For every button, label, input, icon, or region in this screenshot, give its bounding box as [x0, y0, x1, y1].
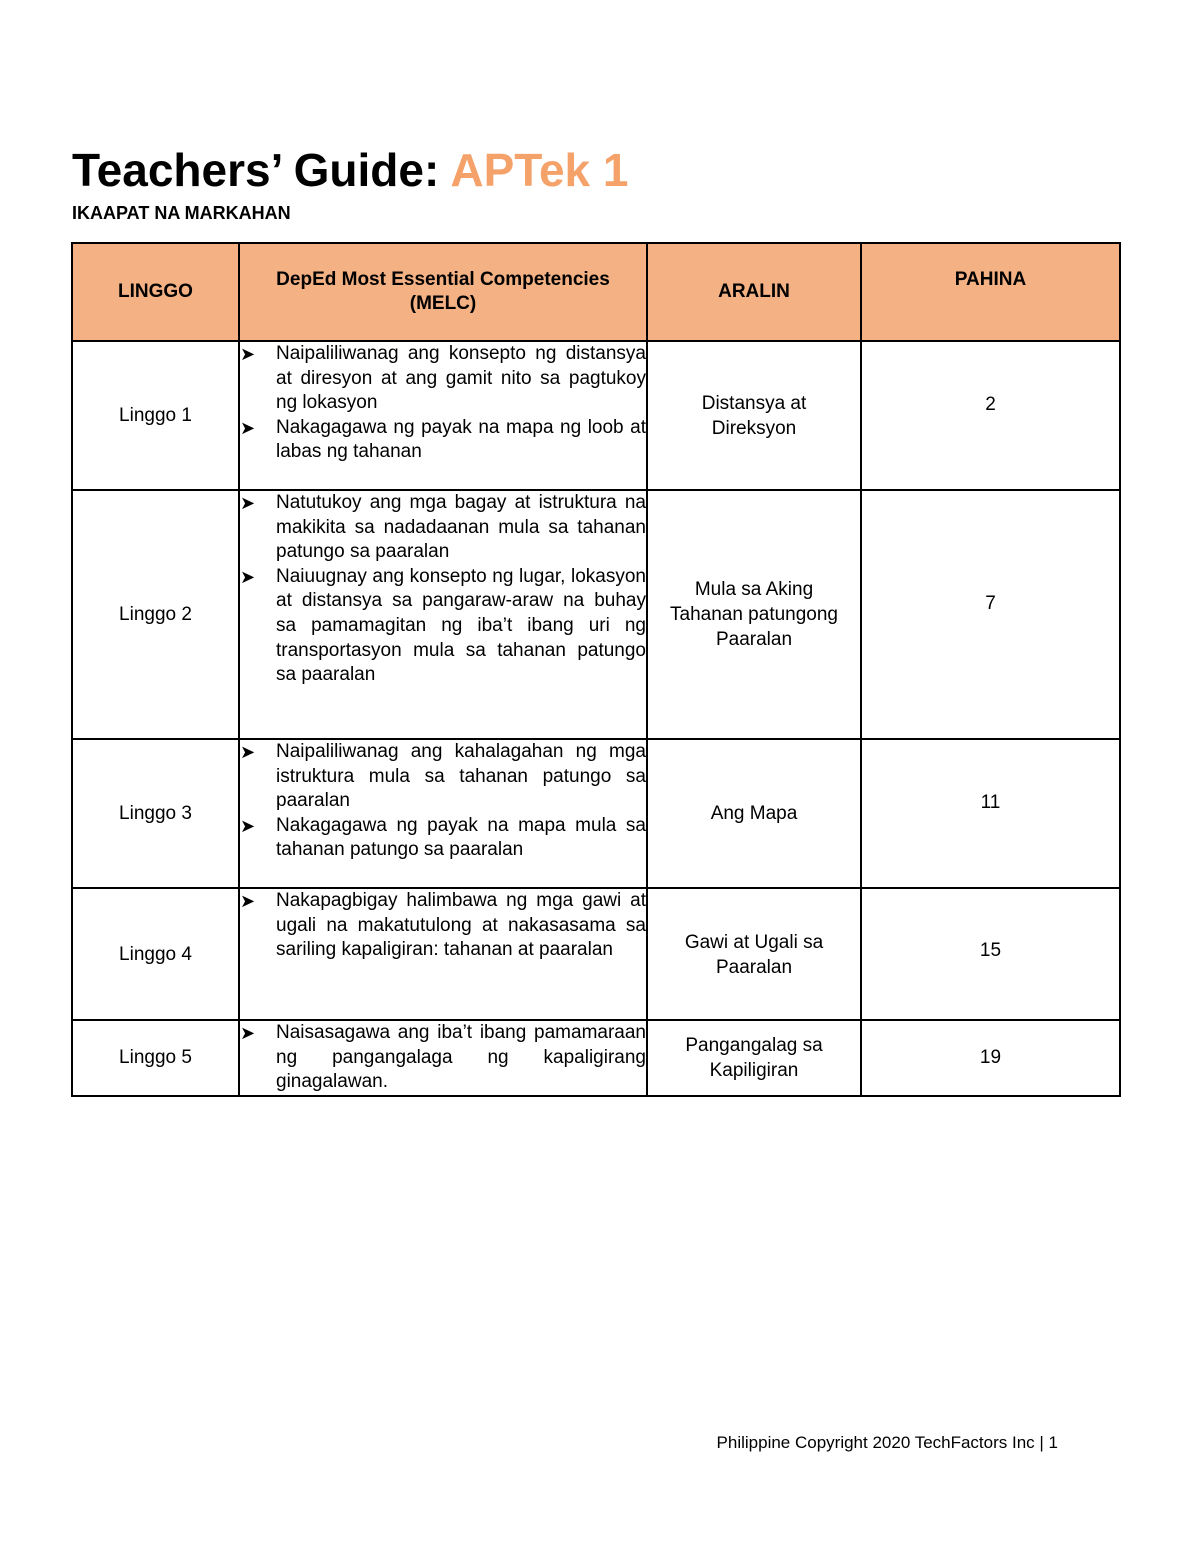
week-cell: Linggo 1 — [72, 341, 239, 490]
aralin-cell — [647, 490, 861, 739]
aralin-line: Paaralan — [715, 957, 793, 978]
list-item — [240, 491, 646, 565]
page-number: 7 — [985, 593, 996, 614]
page-number: 19 — [979, 1047, 1002, 1069]
arrowhead-bullet-icon: ➤ — [240, 417, 256, 438]
melc-text: Naisasagawa ang iba’t ibang pamamaraan ng pangangalaga ng kapaligirang ginagalawan. — [276, 1022, 646, 1093]
list-item — [240, 814, 646, 863]
list-item — [240, 416, 646, 465]
arrowhead-bullet-icon: ➤ — [240, 891, 256, 911]
table-header-row — [72, 243, 1120, 341]
header-melc-line1: DepEd Most Essential Competencies — [276, 269, 610, 290]
table-row — [72, 490, 1120, 739]
melc-list — [240, 491, 646, 688]
aralin-line: Tahanan patungong — [670, 604, 838, 625]
melc-list — [240, 740, 646, 863]
melc-list — [240, 889, 646, 963]
week-cell: Linggo 2 — [72, 490, 239, 739]
page-number: 11 — [980, 792, 1001, 813]
melc-cell — [239, 888, 647, 1020]
header-melc-line2: (MELC) — [409, 293, 477, 314]
arrowhead-bullet-icon: ➤ — [240, 566, 256, 587]
aralin-line: Direksyon — [711, 417, 797, 439]
melc-cell — [239, 341, 647, 490]
table-row — [72, 888, 1120, 1020]
page-cell — [861, 341, 1120, 490]
page-number: 15 — [979, 940, 1002, 961]
week-cell: Linggo 4 — [72, 888, 239, 1020]
table-row — [72, 1020, 1120, 1096]
aralin-line: Kapiligiran — [709, 1059, 799, 1081]
melc-text: Natutukoy ang mga bagay at istruktura na makikita sa nadadaanan mula sa tahanan patungo sa paaralan — [276, 492, 646, 563]
header-page: PAHINA — [861, 243, 1120, 341]
page-title — [72, 140, 628, 200]
melc-cell — [239, 739, 647, 888]
page-cell — [861, 490, 1120, 739]
melc-text: Naipaliliwanag ang kahalagahan ng mga istruktura mula sa tahanan patungo sa paaralan — [276, 741, 646, 812]
arrowhead-bullet-icon: ➤ — [240, 742, 256, 762]
aralin-line: Mula sa Aking — [694, 579, 814, 600]
melc-text: Naipaliliwanag ang konsepto ng distansya at diresyon at ang gamit nito sa pagtukoy ng lokasyon — [276, 343, 646, 414]
list-item — [240, 342, 646, 416]
copyright-footer: Philippine Copyright 2020 TechFactors Inc | 1 — [716, 1433, 1058, 1452]
aralin-cell — [647, 888, 861, 1020]
page-cell — [861, 1020, 1120, 1096]
melc-text: Naiuugnay ang konsepto ng lugar, lokasyon at distansya sa pangaraw-araw na buhay sa pamamagitan ng iba’t ibang uri ng transportasyon mula sa tahanan patungo sa paaralan — [276, 565, 646, 686]
table-row — [72, 341, 1120, 490]
list-item — [240, 889, 646, 963]
aralin-line: Pangangalag sa — [685, 1034, 823, 1056]
week-cell: Linggo 3 — [72, 739, 239, 888]
arrowhead-bullet-icon: ➤ — [240, 493, 256, 513]
list-item — [240, 565, 646, 688]
arrowhead-bullet-icon: ➤ — [240, 1023, 256, 1043]
competency-table — [71, 242, 1121, 1097]
melc-text: Nakapagbigay halimbawa ng mga gawi at ugali na makatutulong at nakasasama sa sariling kapaligiran: tahanan at paaralan — [276, 890, 646, 961]
aralin-line: Gawi at Ugali sa — [684, 932, 824, 953]
aralin-cell — [647, 341, 861, 490]
aralin-line: Distansya at — [701, 392, 807, 414]
title-accent: APTek 1 — [450, 144, 629, 196]
aralin-line: Paaralan — [715, 629, 793, 650]
arrowhead-bullet-icon: ➤ — [240, 344, 256, 364]
melc-list — [240, 1021, 646, 1095]
page-number: 2 — [985, 394, 996, 415]
melc-cell — [239, 1020, 647, 1096]
header-melc — [239, 243, 647, 341]
title-main: Teachers’ Guide: — [72, 144, 440, 196]
melc-cell — [239, 490, 647, 739]
page-cell — [861, 739, 1120, 888]
list-item — [240, 740, 646, 814]
table-row — [72, 739, 1120, 888]
arrowhead-bullet-icon: ➤ — [240, 815, 256, 836]
header-aralin: ARALIN — [647, 243, 861, 341]
page-cell — [861, 888, 1120, 1020]
quarter-subtitle: IKAAPAT NA MARKAHAN — [72, 203, 291, 223]
header-week: LINGGO — [72, 243, 239, 341]
melc-list — [240, 342, 646, 465]
aralin-cell — [647, 1020, 861, 1096]
aralin-cell: Ang Mapa — [647, 739, 861, 888]
list-item — [240, 1021, 646, 1095]
melc-text: Nakagagawa ng payak na mapa ng loob at labas ng tahanan — [276, 416, 646, 463]
melc-text: Nakagagawa ng payak na mapa mula sa tahanan patungo sa paaralan — [276, 814, 646, 861]
week-cell: Linggo 5 — [72, 1020, 239, 1096]
